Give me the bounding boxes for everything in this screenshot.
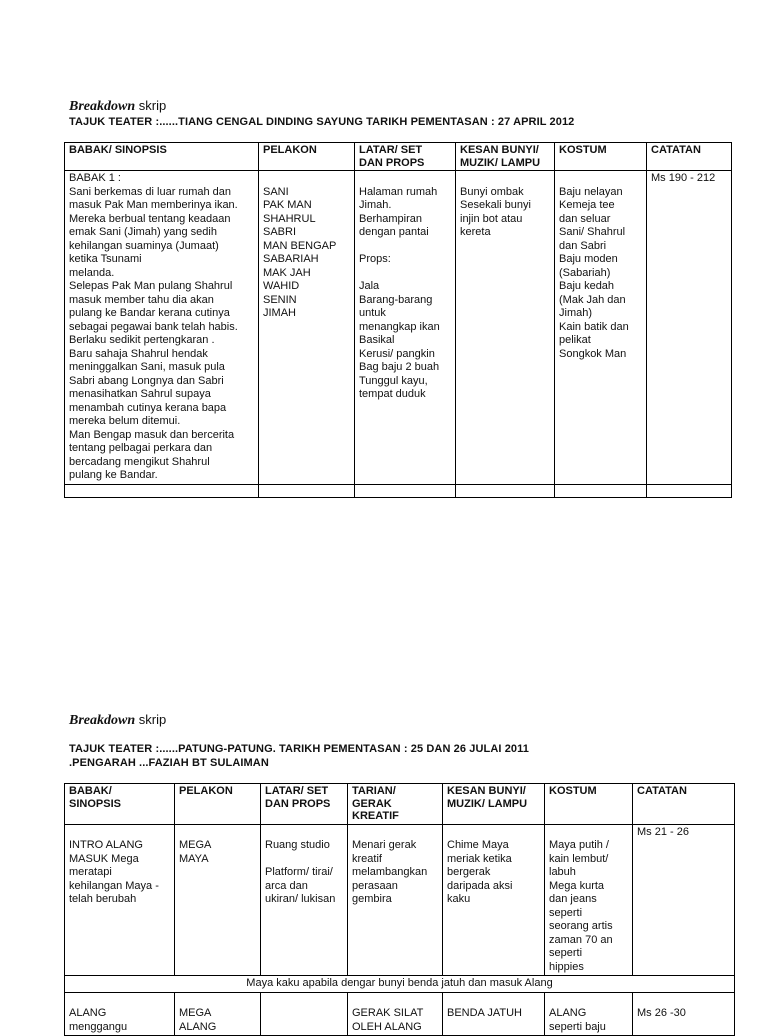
cell-catatan: Ms 21 - 26 — [633, 824, 735, 976]
header-kesan-bunyi: KESAN BUNYI/ MUZIK/ LAMPU — [456, 143, 555, 171]
section1-title-line: TAJUK TEATER :......TIANG CENGAL DINDING SAYUNG TARIKH PEMENTASAN : 27 APRIL 2012 — [69, 116, 575, 128]
cell-latar: Ruang studio Platform/ tirai/ arca dan ukiran/ lukisan — [261, 824, 348, 976]
header-babak-sinopsis: BABAK/ SINOPSIS — [65, 143, 259, 171]
section2-director-line: .PENGARAH ...FAZIAH BT SULAIMAN — [69, 757, 269, 769]
section1-heading: Breakdown skrip — [69, 98, 167, 114]
table-header-row — [65, 784, 735, 825]
table-header-row — [65, 143, 732, 171]
header-kostum: KOSTUM — [555, 143, 647, 171]
header-latar-set: LATAR/ SET DAN PROPS — [355, 143, 456, 171]
cell-catatan: Ms 26 -30 — [633, 992, 735, 1036]
cell-pelakon: MEGA MAYA — [175, 824, 261, 976]
cell-sinopsis: BABAK 1 : Sani berkemas di luar rumah dan masuk Pak Man memberinya ikan. Mereka berbual tentang keadaan emak Sani (Jimah) yang sedih kehilangan suaminya (Jumaat) ketika Tsunami melanda. Selepas Pak Man pulang Shahrul masuk member tahu dia akan pulang ke Bandar kerana cutinya sebagai pegawai bank telah habis. Berlaku sedikit pertengkaran . Baru sahaja Shahrul hendak meninggalkan Sani, masuk pula Sabri abang Longnya dan Sabri menasihatkan Sahrul supaya menambah cutinya kerana bapa mereka belum ditemui. Man Bengap masuk dan bercerita tentang pelbagai perkara dan bercadang mengikut Shahrul pulang ke Bandar. — [65, 171, 259, 485]
header-kostum: KOSTUM — [545, 784, 633, 825]
header-catatan: CATATAN — [647, 143, 732, 171]
cell-tarian: GERAK SILAT OLEH ALANG — [348, 992, 443, 1036]
header-babak-sinopsis: BABAK/ SINOPSIS — [65, 784, 175, 825]
header-latar-set: LATAR/ SET DAN PROPS — [261, 784, 348, 825]
table-row — [65, 824, 735, 976]
cell-catatan: Ms 190 - 212 — [647, 171, 732, 485]
cell-pelakon: SANI PAK MAN SHAHRUL SABRI MAN BENGAP SABARIAH MAK JAH WAHID SENIN JIMAH — [259, 171, 355, 485]
cell-latar — [261, 992, 348, 1036]
section2-title-line: TAJUK TEATER :......PATUNG-PATUNG. TARIKH PEMENTASAN : 25 DAN 26 JULAI 2011 — [69, 743, 529, 755]
merged-note: Maya kaku apabila dengar bunyi benda jatuh dan masuk Alang — [65, 976, 735, 993]
header-pelakon: PELAKON — [175, 784, 261, 825]
table-row — [65, 992, 735, 1036]
breakdown-table-1 — [64, 142, 732, 498]
table-empty-row — [65, 484, 732, 497]
cell-kesan-bunyi: Chime Maya meriak ketika bergerak daripada aksi kaku — [443, 824, 545, 976]
header-tarian-gerak: TARIAN/ GERAK KREATIF — [348, 784, 443, 825]
section2-heading: Breakdown skrip — [69, 712, 167, 728]
breakdown-table-2 — [64, 783, 735, 1036]
table-row — [65, 171, 732, 485]
cell-latar: Halaman rumah Jimah. Berhampiran dengan pantai Props: Jala Barang-barang untuk menangkap ikan Basikal Kerusi/ pangkin Bag baju 2 buah Tunggul kayu, tempat duduk — [355, 171, 456, 485]
cell-sinopsis: ALANG menggangu — [65, 992, 175, 1036]
header-catatan: CATATAN — [633, 784, 735, 825]
cell-kostum: ALANG seperti baju — [545, 992, 633, 1036]
header-kesan-bunyi: KESAN BUNYI/ MUZIK/ LAMPU — [443, 784, 545, 825]
cell-pelakon: MEGA ALANG — [175, 992, 261, 1036]
cell-kesan-bunyi: Bunyi ombak Sesekali bunyi injin bot atau kereta — [456, 171, 555, 485]
merged-note-row — [65, 976, 735, 993]
cell-kostum: Baju nelayan Kemeja tee dan seluar Sani/ Shahrul dan Sabri Baju moden (Sabariah) Baju kedah (Mak Jah dan Jimah) Kain batik dan pelikat Songkok Man — [555, 171, 647, 485]
cell-kostum: Maya putih / kain lembut/ labuh Mega kurta dan jeans seperti seorang artis zaman 70 an seperti hippies — [545, 824, 633, 976]
header-pelakon: PELAKON — [259, 143, 355, 171]
cell-tarian: Menari gerak kreatif melambangkan perasaan gembira — [348, 824, 443, 976]
cell-sinopsis: INTRO ALANG MASUK Mega meratapi kehilangan Maya - telah berubah — [65, 824, 175, 976]
cell-kesan-bunyi: BENDA JATUH — [443, 992, 545, 1036]
